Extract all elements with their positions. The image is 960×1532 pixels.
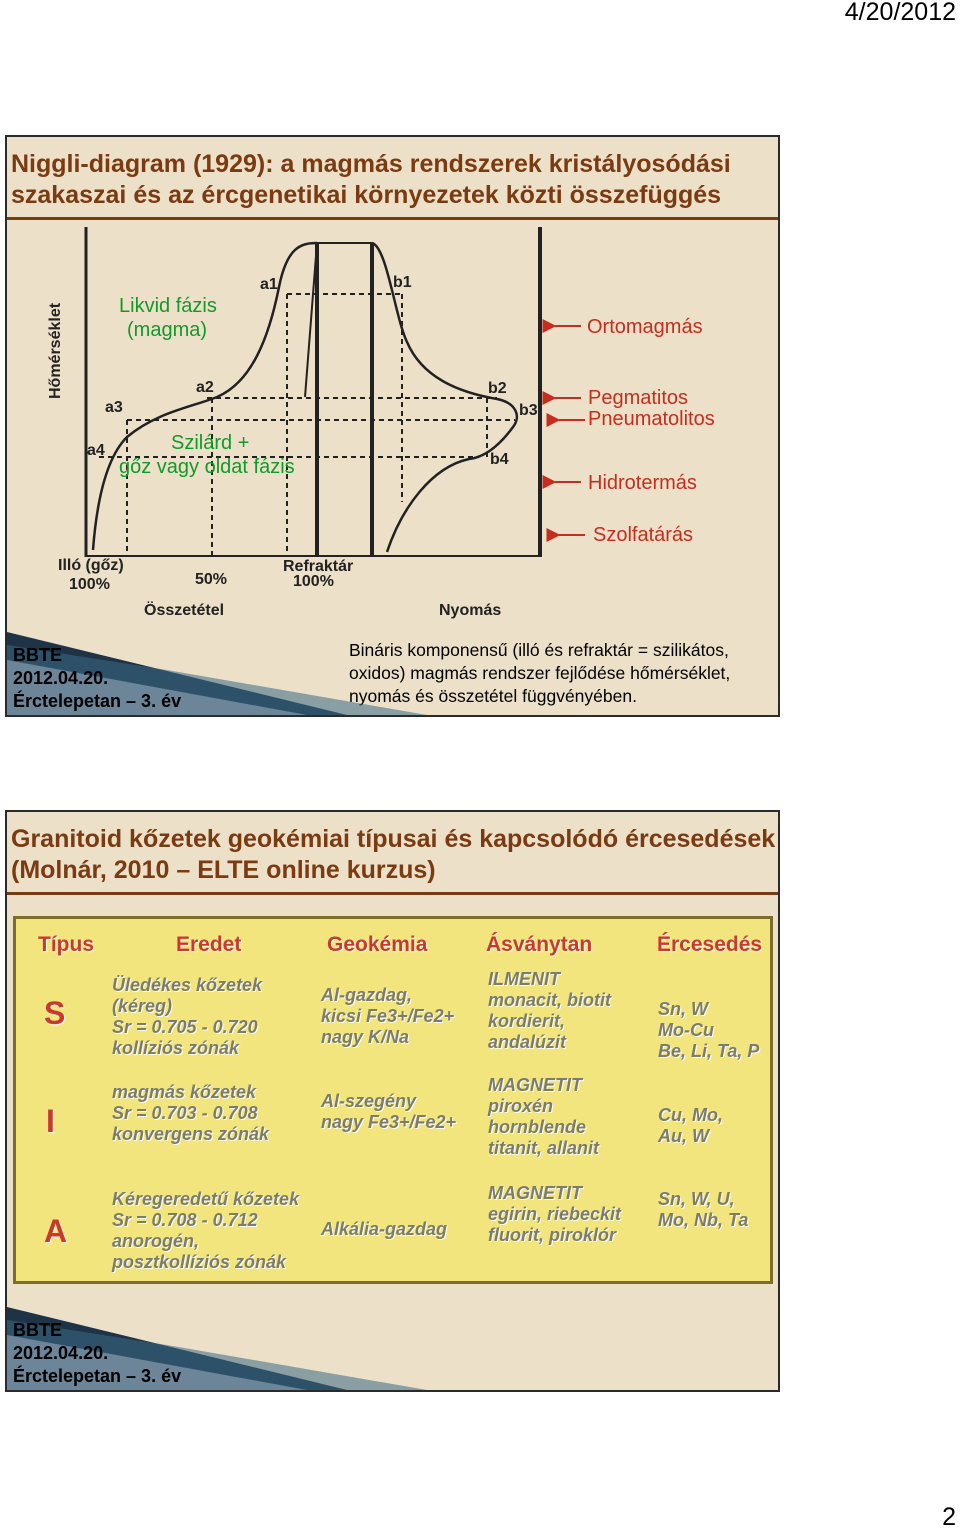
header-ercesedes: Ércesedés: [657, 933, 763, 956]
header-eredet: Eredet: [176, 933, 242, 956]
stage-ortomagmas: Ortomagmás: [587, 316, 703, 338]
cell-origin-a: Kéregeredetű kőzetek Sr = 0.708 - 0.712 anorogén, posztkollíziós zónák: [112, 1189, 300, 1272]
footer-course: Érctelepetan – 3. év: [13, 691, 182, 711]
header-asvanytan: Ásványtan: [486, 933, 593, 956]
cell-origin-i: magmás kőzetek Sr = 0.703 - 0.708 konvergens zónák: [112, 1082, 270, 1144]
slide-footer: [13, 644, 181, 713]
x-label-refraktar-percent: 100%: [293, 573, 334, 590]
x-label-50: 50%: [195, 571, 228, 588]
granitoid-table: [13, 916, 773, 1284]
cell-origin-s: Üledékes kőzetek (kéreg) Sr = 0.705 - 0.720 kollíziós zónák: [112, 975, 263, 1058]
cell-ore-s: Sn, W Mo-Cu Be, Li, Ta, P: [658, 999, 760, 1061]
point-a4: a4: [87, 442, 105, 459]
slide-title: Granitoid kőzetek geokémiai típusai és kapcsolódó ércesedések (Molnár, 2010 – ELTE online kurzus): [11, 825, 776, 884]
row-type-s: S: [44, 995, 66, 1031]
point-a1: a1: [260, 276, 278, 293]
slide-granitoid-table: [5, 810, 780, 1392]
point-a3: a3: [105, 399, 123, 416]
footer-org: BBTE: [13, 645, 62, 665]
slide-caption: Bináris komponensű (illó és refraktár = szilikátos, oxidos) magmás rendszer fejlődése hőmérséklet, nyomás és összetétel függvényében.: [349, 640, 731, 706]
slide-niggli-diagram: [5, 135, 780, 717]
header-geokemia: Geokémia: [327, 933, 428, 956]
liquid-phase-label-1: Likvid fázis: [119, 295, 217, 317]
stage-szolfataras: Szolfatárás: [593, 524, 694, 546]
page-number: 2: [942, 1503, 956, 1531]
y-axis-title: Hőmérséklet: [47, 302, 64, 399]
x-label-refraktar: Refraktár: [283, 558, 354, 575]
point-b2: b2: [488, 380, 507, 397]
cell-mineral-a: MAGNETIT egirin, riebeckit fluorit, piroklór: [488, 1183, 622, 1245]
stage-hidrotermas: Hidrotermás: [588, 472, 697, 494]
cell-ore-a: Sn, W, U, Mo, Nb, Ta: [658, 1189, 749, 1230]
footer-course: Érctelepetan – 3. év: [13, 1366, 182, 1386]
solid-phase-label-1: Szilárd +: [171, 432, 250, 454]
cell-mineral-s: ILMENIT monacit, biotit kordierit, andalúzit: [488, 969, 611, 1052]
x-axis-title-osszetetel: Összetétel: [144, 602, 225, 619]
footer-date: 2012.04.20.: [13, 668, 109, 688]
cell-geochem-s: Al-gazdag, kicsi Fe3+/Fe2+ nagy K/Na: [321, 985, 455, 1047]
footer-date: 2012.04.20.: [13, 1343, 109, 1363]
slide-footer: [13, 1319, 181, 1388]
x-label-illo: Illó (gőz): [58, 557, 124, 574]
point-a2: a2: [196, 379, 214, 396]
x-label-illo-percent: 100%: [69, 576, 110, 593]
header-date: 4/20/2012: [844, 0, 956, 26]
footer-org: BBTE: [13, 1320, 62, 1340]
cell-geochem-a: Alkália-gazdag: [321, 1219, 448, 1239]
point-b1: b1: [393, 274, 412, 291]
point-b3: b3: [519, 402, 538, 419]
row-type-a: A: [44, 1213, 68, 1249]
cell-ore-i: Cu, Mo, Au, W: [658, 1105, 723, 1146]
row-type-i: I: [46, 1103, 55, 1139]
liquid-phase-label-2: (magma): [127, 319, 208, 341]
stage-pegmatitos: Pegmatitos: [588, 387, 689, 409]
header-tipus: Típus: [38, 933, 94, 956]
point-b4: b4: [490, 451, 509, 468]
x-axis-title-nyomas: Nyomás: [439, 602, 502, 619]
title-rule: [7, 892, 780, 895]
stage-pneumatolitos: Pneumatolitos: [588, 408, 715, 430]
slide-title: Niggli-diagram (1929): a magmás rendszerek kristályosódási szakaszai és az ércgenetikai környezetek közti összefüggés: [11, 150, 731, 209]
cell-mineral-i: MAGNETIT piroxén hornblende titanit, allanit: [488, 1075, 600, 1158]
solid-phase-label-2: gőz vagy oldat fázis: [119, 456, 295, 478]
cell-geochem-i: Al-szegény nagy Fe3+/Fe2+: [321, 1091, 457, 1132]
